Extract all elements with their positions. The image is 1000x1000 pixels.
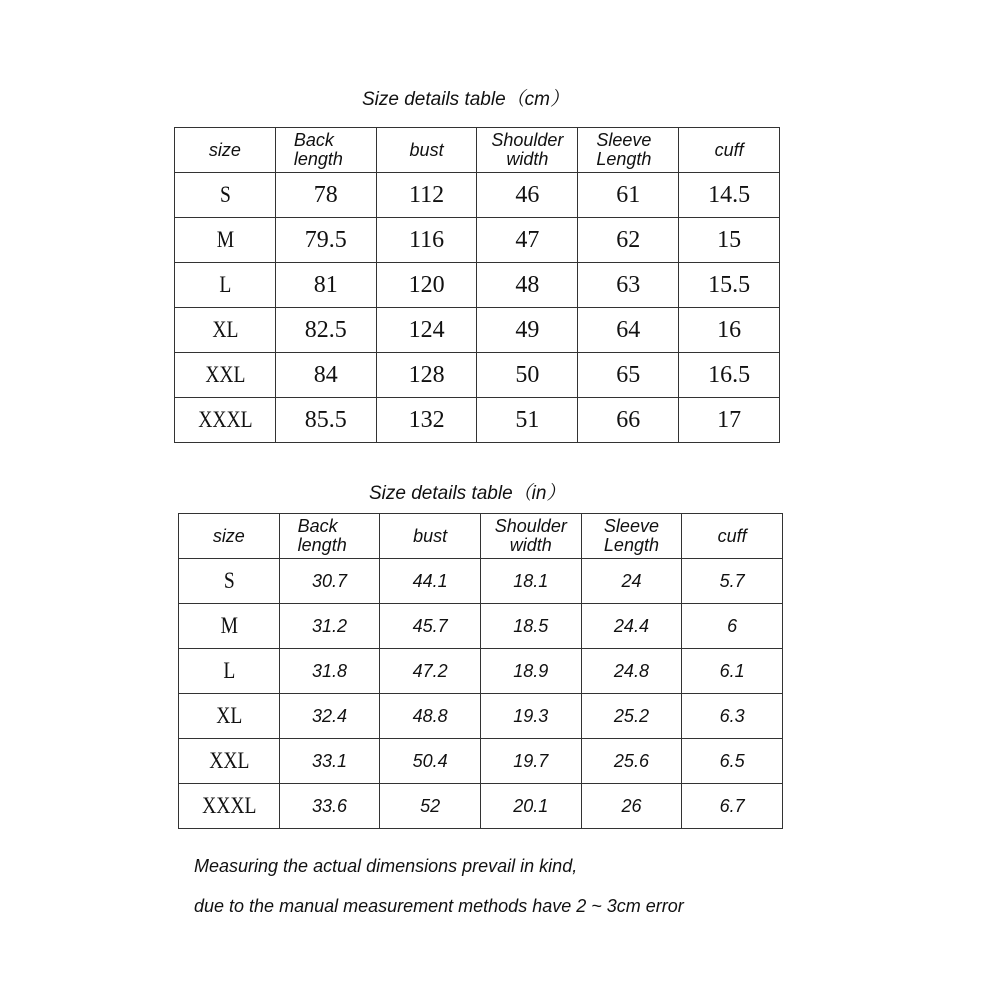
cell-cuff: 14.5 xyxy=(679,173,780,218)
cell-bust: 45.7 xyxy=(380,604,481,649)
cell-shoulder-width: 18.9 xyxy=(480,649,581,694)
size-table-in xyxy=(178,513,783,829)
cell-cuff: 6.1 xyxy=(682,649,783,694)
header-shoulder-width: Shoulder width xyxy=(477,128,578,173)
cell-shoulder-width: 47 xyxy=(477,218,578,263)
measurement-note-line-1: Measuring the actual dimensions prevail in kind, xyxy=(194,856,578,876)
cell-bust: 128 xyxy=(376,353,477,398)
table-row xyxy=(175,353,780,398)
cell-size: S xyxy=(186,559,272,604)
table-header-row xyxy=(179,514,783,559)
table-row xyxy=(179,649,783,694)
cell-size: M xyxy=(186,604,272,649)
cell-size: L xyxy=(186,649,272,694)
cell-back-length: 81 xyxy=(275,263,376,308)
header-bust: bust xyxy=(380,514,481,559)
table-row xyxy=(175,398,780,443)
cell-back-length: 30.7 xyxy=(279,559,380,604)
table-header-row xyxy=(175,128,780,173)
cell-sleeve-length: 64 xyxy=(578,308,679,353)
cell-back-length: 31.2 xyxy=(279,604,380,649)
cell-shoulder-width: 20.1 xyxy=(480,784,581,829)
table-row xyxy=(179,739,783,784)
header-sleeve-length: Sleeve Length xyxy=(581,514,682,559)
cell-size: XXL xyxy=(186,739,272,784)
cell-cuff: 17 xyxy=(679,398,780,443)
cell-bust: 124 xyxy=(376,308,477,353)
cell-shoulder-width: 18.5 xyxy=(480,604,581,649)
cell-sleeve-length: 25.2 xyxy=(581,694,682,739)
header-bust: bust xyxy=(376,128,477,173)
cell-shoulder-width: 51 xyxy=(477,398,578,443)
cell-size: XXXL xyxy=(186,784,272,829)
header-back-length: Back length xyxy=(275,128,376,173)
cell-shoulder-width: 46 xyxy=(477,173,578,218)
cell-back-length: 85.5 xyxy=(275,398,376,443)
table-row xyxy=(175,263,780,308)
cell-bust: 120 xyxy=(376,263,477,308)
cell-cuff: 15.5 xyxy=(679,263,780,308)
cell-shoulder-width: 19.3 xyxy=(480,694,581,739)
cell-size: XXL xyxy=(182,353,268,398)
header-back-length: Back length xyxy=(279,514,380,559)
cell-bust: 47.2 xyxy=(380,649,481,694)
cell-cuff: 6.3 xyxy=(682,694,783,739)
header-size: size xyxy=(179,514,280,559)
cell-cuff: 6.7 xyxy=(682,784,783,829)
table-row xyxy=(179,784,783,829)
header-shoulder-width: Shoulder width xyxy=(480,514,581,559)
size-table-cm xyxy=(174,127,780,443)
cell-shoulder-width: 19.7 xyxy=(480,739,581,784)
cm-table-title: Size details table（cm） xyxy=(362,89,569,110)
cell-back-length: 84 xyxy=(275,353,376,398)
cell-bust: 116 xyxy=(376,218,477,263)
cell-bust: 50.4 xyxy=(380,739,481,784)
cell-back-length: 79.5 xyxy=(275,218,376,263)
cell-shoulder-width: 18.1 xyxy=(480,559,581,604)
cell-back-length: 78 xyxy=(275,173,376,218)
cell-shoulder-width: 48 xyxy=(477,263,578,308)
cell-back-length: 33.1 xyxy=(279,739,380,784)
header-cuff: cuff xyxy=(679,128,780,173)
cell-back-length: 82.5 xyxy=(275,308,376,353)
in-table-title: Size details table（in） xyxy=(369,483,566,504)
table-row xyxy=(179,559,783,604)
cell-sleeve-length: 25.6 xyxy=(581,739,682,784)
cell-sleeve-length: 61 xyxy=(578,173,679,218)
cell-cuff: 15 xyxy=(679,218,780,263)
cell-shoulder-width: 50 xyxy=(477,353,578,398)
table-row xyxy=(179,694,783,739)
header-size: size xyxy=(175,128,276,173)
cell-bust: 52 xyxy=(380,784,481,829)
cell-sleeve-length: 26 xyxy=(581,784,682,829)
cell-cuff: 16.5 xyxy=(679,353,780,398)
cell-sleeve-length: 65 xyxy=(578,353,679,398)
cell-back-length: 32.4 xyxy=(279,694,380,739)
cell-sleeve-length: 66 xyxy=(578,398,679,443)
cell-bust: 48.8 xyxy=(380,694,481,739)
cell-size: XL xyxy=(182,308,268,353)
cell-bust: 112 xyxy=(376,173,477,218)
cell-size: XXXL xyxy=(182,398,268,443)
header-cuff: cuff xyxy=(682,514,783,559)
cell-size: XL xyxy=(186,694,272,739)
cell-bust: 132 xyxy=(376,398,477,443)
cell-sleeve-length: 24.8 xyxy=(581,649,682,694)
cell-back-length: 31.8 xyxy=(279,649,380,694)
cell-cuff: 6 xyxy=(682,604,783,649)
cell-size: S xyxy=(182,173,268,218)
table-row xyxy=(175,173,780,218)
table-row xyxy=(175,218,780,263)
table-row xyxy=(175,308,780,353)
cell-sleeve-length: 24 xyxy=(581,559,682,604)
cell-sleeve-length: 63 xyxy=(578,263,679,308)
cell-sleeve-length: 24.4 xyxy=(581,604,682,649)
cell-sleeve-length: 62 xyxy=(578,218,679,263)
cell-bust: 44.1 xyxy=(380,559,481,604)
cell-cuff: 5.7 xyxy=(682,559,783,604)
measurement-note-line-2: due to the manual measurement methods have 2 ~ 3cm error xyxy=(194,896,684,916)
cell-back-length: 33.6 xyxy=(279,784,380,829)
cell-size: L xyxy=(182,263,268,308)
header-sleeve-length: Sleeve Length xyxy=(578,128,679,173)
cell-shoulder-width: 49 xyxy=(477,308,578,353)
cell-size: M xyxy=(182,218,268,263)
cell-cuff: 6.5 xyxy=(682,739,783,784)
cell-cuff: 16 xyxy=(679,308,780,353)
table-row xyxy=(179,604,783,649)
